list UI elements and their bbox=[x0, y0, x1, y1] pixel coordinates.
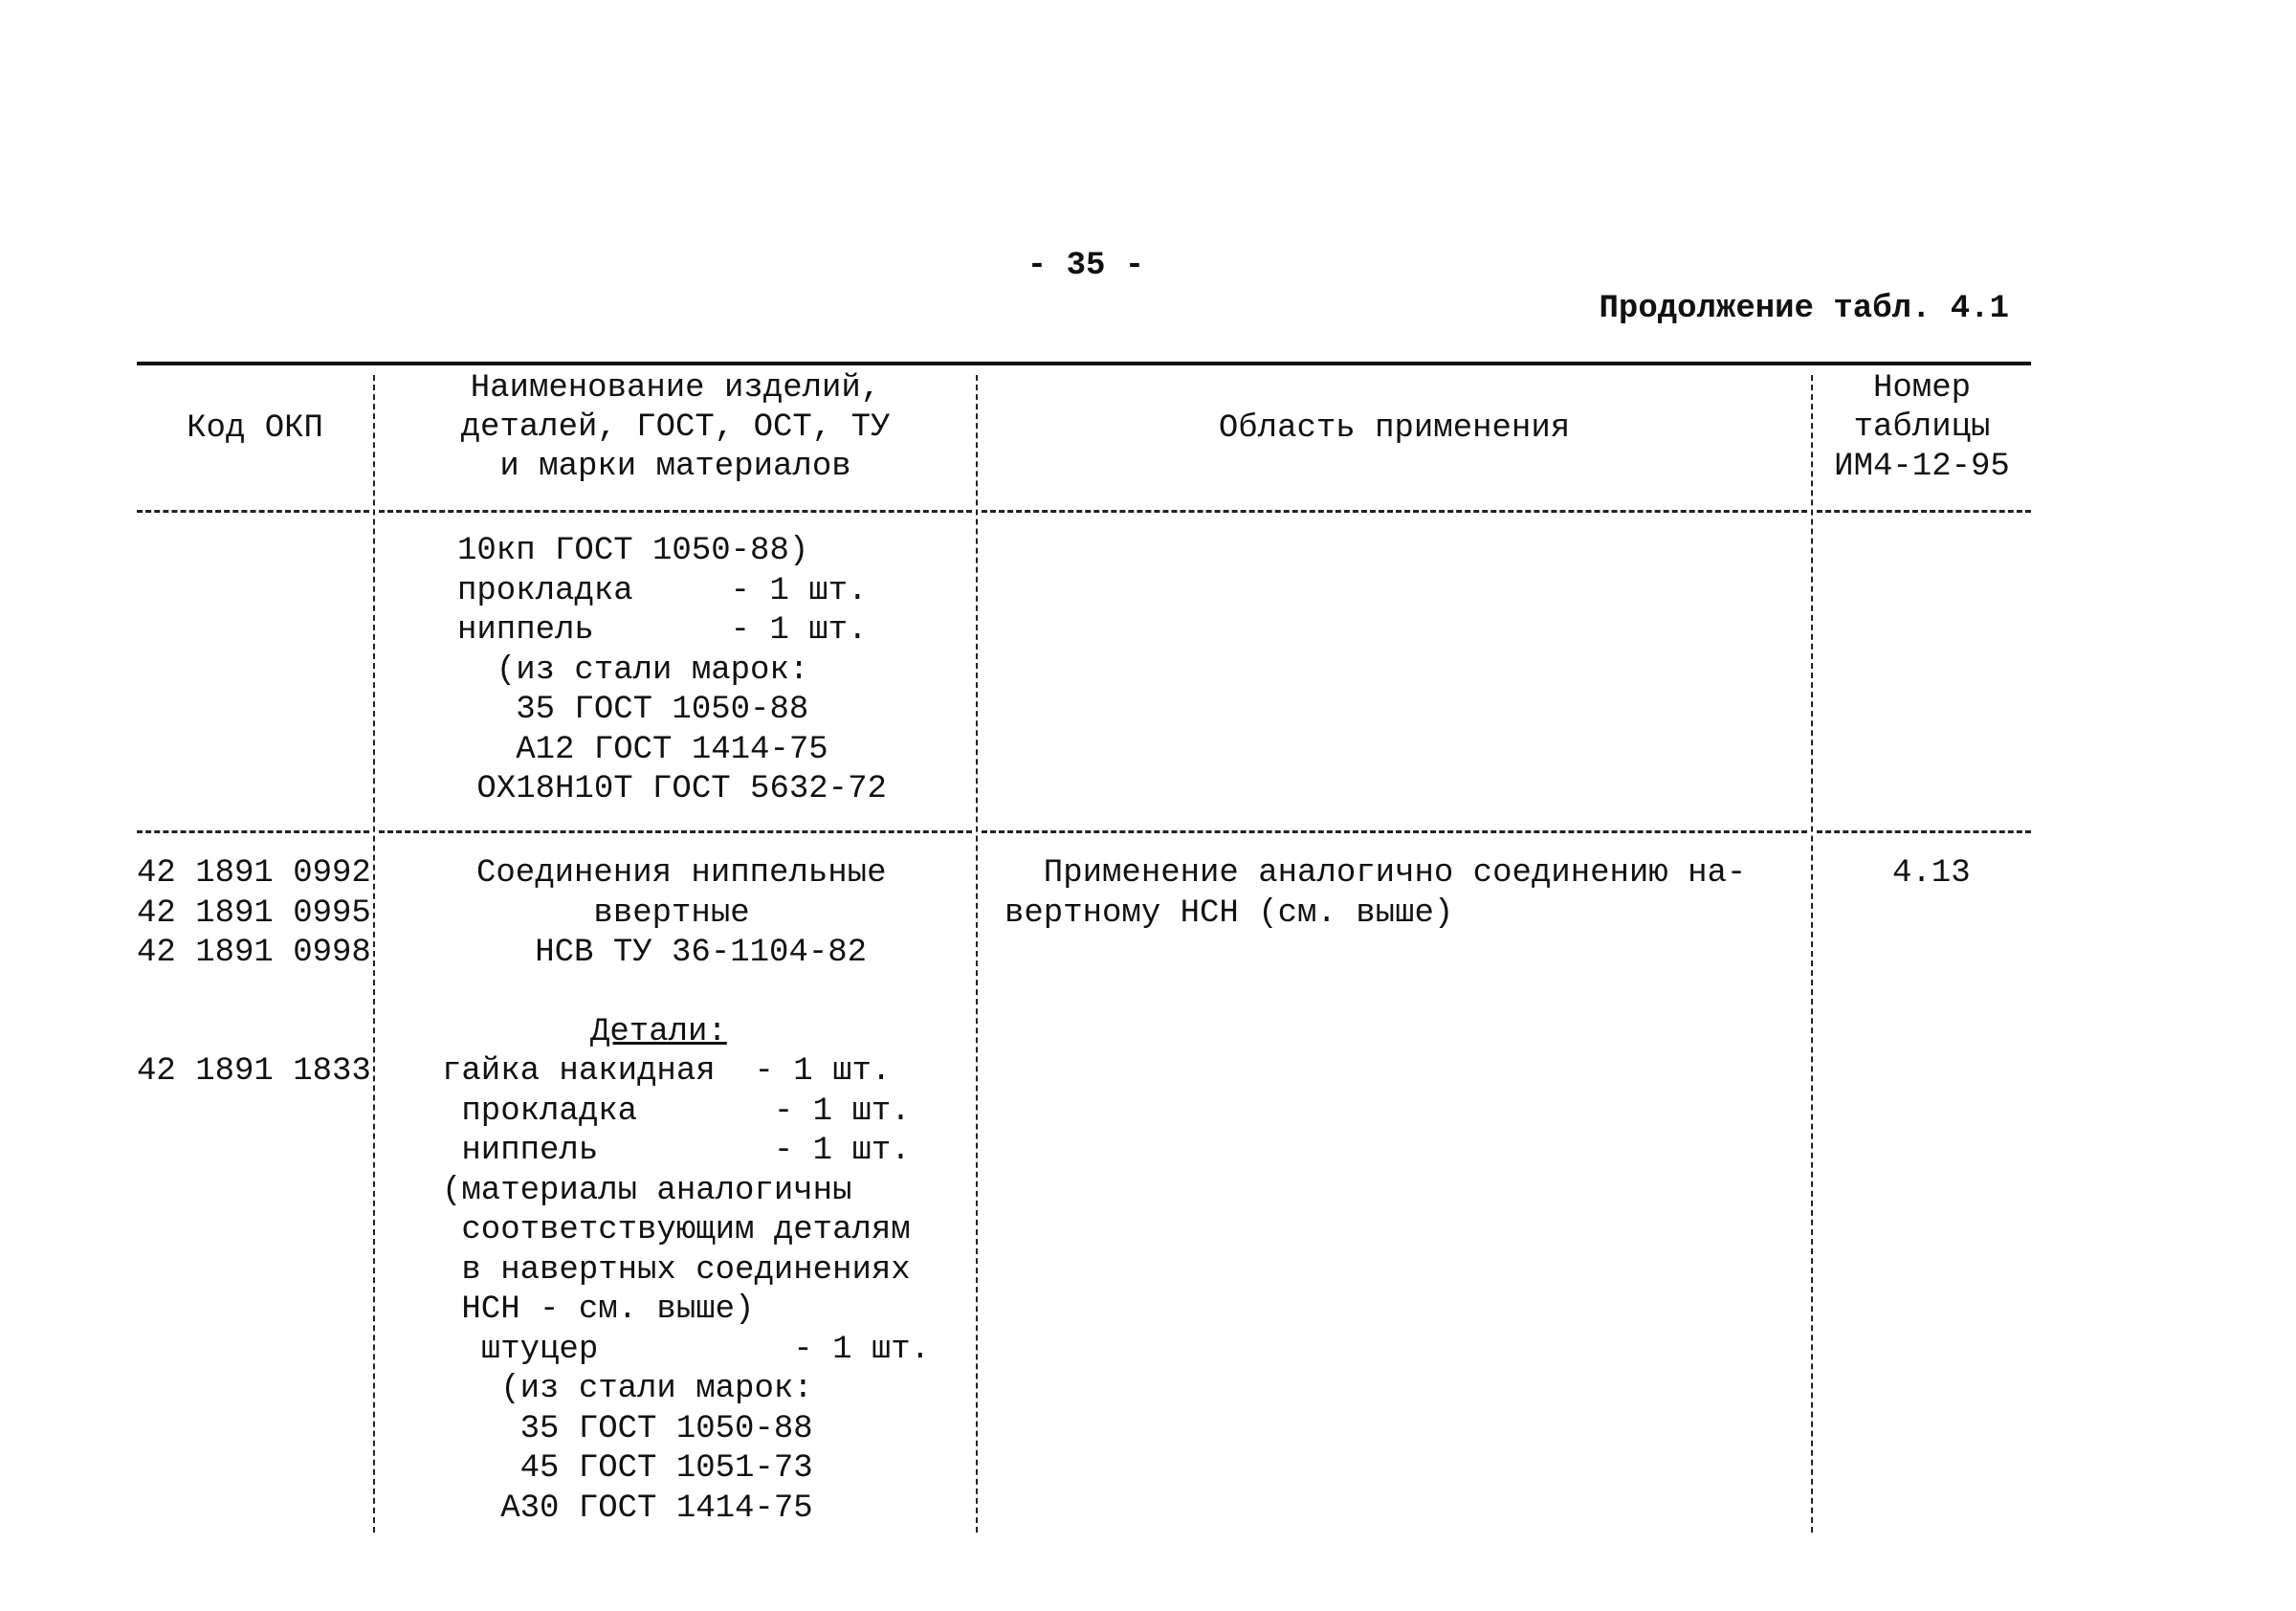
row2-codes: 42 1891 0992 42 1891 0995 42 1891 0998 bbox=[137, 855, 371, 971]
header-area: Область применения bbox=[1218, 410, 1571, 447]
table-continuation-label: Продолжение табл. 4.1 bbox=[1599, 291, 2009, 327]
header-name: Наименование изделий, деталей, ГОСТ, ОСТ, ТУ и марки материалов bbox=[460, 370, 891, 485]
row1-name-cell: 10кп ГОСТ 1050-88) прокладка - 1 шт. ниппель - 1 шт. (из стали марок: 35 ГОСТ 1050-88 А12 ГОСТ 1414-75 ОХ18Н10Т ГОСТ 5632-72 bbox=[457, 533, 887, 807]
row-rule-name bbox=[379, 830, 972, 833]
header-rule-code bbox=[137, 510, 369, 513]
row2-details-heading: Детали: bbox=[590, 1014, 727, 1050]
table-top-rule bbox=[137, 362, 2031, 365]
row2-area: Применение аналогично соединению на- вертному НСН (см. выше) bbox=[1004, 855, 1747, 932]
row2-name-title: Соединения ниппельные ввертные НСВ ТУ 36-1104-82 bbox=[476, 855, 887, 971]
header-rule-area bbox=[982, 510, 1807, 513]
row-rule-code bbox=[137, 830, 369, 833]
row2-code-detail: 42 1891 1833 bbox=[137, 1053, 371, 1090]
column-separator-2 bbox=[976, 375, 978, 1533]
row2-name-details: гайка накидная - 1 шт. прокладка - 1 шт. ниппель - 1 шт. (материалы аналогичны соответствующим деталям в навертных соединениях НСН - см. выше) штуцер - 1 шт. (из стали марок: 35 ГОСТ 1050-88 45 ГОСТ 1051-73 А30 ГОСТ 1414-75 bbox=[442, 1053, 931, 1527]
column-separator-1 bbox=[373, 375, 375, 1533]
row-rule-area bbox=[982, 830, 1807, 833]
header-code: Код ОКП bbox=[187, 410, 323, 447]
header-table-number: Номер таблицы ИМ4-12-95 bbox=[1834, 370, 2010, 485]
header-rule-name bbox=[379, 510, 972, 513]
column-separator-3 bbox=[1811, 375, 1813, 1533]
header-rule-table-number bbox=[1817, 510, 2031, 513]
row2-table-number: 4.13 bbox=[1892, 855, 1971, 892]
page-number: - 35 - bbox=[1027, 248, 1145, 284]
row-rule-table-number bbox=[1817, 830, 2031, 833]
